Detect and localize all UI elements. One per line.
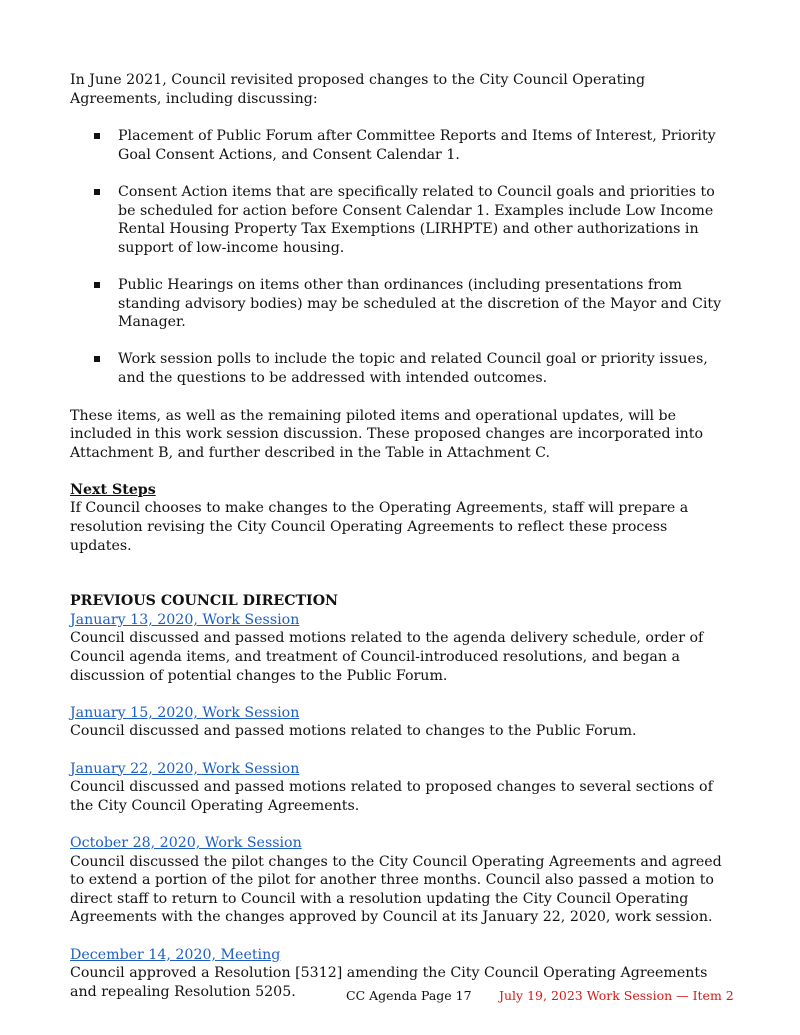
bullet-item xyxy=(70,350,732,387)
footer-session-label: July 19, 2023 Work Session — Item 2 xyxy=(499,988,734,1003)
entry-text: Council discussed and passed motions related to proposed changes to several sections of the City Council Operating Agreements. xyxy=(70,779,713,814)
next-steps-heading: Next Steps xyxy=(70,481,156,498)
entry-text: Council discussed and passed motions related to changes to the Public Forum. xyxy=(70,723,637,740)
square-bullet-icon xyxy=(94,133,100,139)
session-link[interactable]: January 22, 2020, Work Session xyxy=(70,760,300,777)
bullet-item xyxy=(70,183,732,257)
session-link[interactable]: December 14, 2020, Meeting xyxy=(70,946,281,963)
previous-direction-heading: PREVIOUS COUNCIL DIRECTION xyxy=(70,593,339,610)
direction-entry xyxy=(70,611,732,685)
bullet-text: Placement of Public Forum after Committee Reports and Items of Interest, Priority Goal Consent Actions, and Consent Calendar 1. xyxy=(118,128,716,163)
bullet-text: Work session polls to include the topic and related Council goal or priority issues, and the questions to be addressed with intended outcomes. xyxy=(118,351,708,386)
document-page xyxy=(70,71,732,1001)
bullet-text: Consent Action items that are specifically related to Council goals and priorities to be scheduled for action before Consent Calendar 1. Examples include Low Income Rental Housing Property Tax Exemptions (LIRHPTE) and other authorizations in support of low-income housing. xyxy=(118,183,715,256)
entry-text: Council discussed and passed motions related to the agenda delivery schedule, order of Council agenda items, and treatment of Council-introduced resolutions, and began a discussion of potential changes to the Public Forum. xyxy=(70,630,704,684)
intro-paragraph: In June 2021, Council revisited proposed changes to the City Council Operating Agreements, including discussing: xyxy=(70,72,646,107)
bullet-text: Public Hearings on items other than ordinances (including presentations from standing advisory bodies) may be scheduled at the discretion of the Mayor and City Manager. xyxy=(118,276,722,331)
discussion-bullet-list xyxy=(70,127,732,387)
next-steps-section xyxy=(70,481,732,555)
next-steps-body: If Council chooses to make changes to the Operating Agreements, staff will prepare a resolution revising the City Council Operating Agreements to reflect these process updates. xyxy=(70,500,689,554)
direction-entry xyxy=(70,760,732,816)
square-bullet-icon xyxy=(94,189,100,195)
entry-text: Council discussed the pilot changes to the City Council Operating Agreements and agreed to extend a portion of the pilot for another three months. Council also passed a motion to direct staff to return to Council with a resolution updating the City Council Operating Agreements with the changes approved by Council at its January 22, 2020, work session. xyxy=(70,853,722,926)
direction-entry xyxy=(70,834,732,927)
session-link[interactable]: January 13, 2020, Work Session xyxy=(70,611,300,628)
session-link[interactable]: January 15, 2020, Work Session xyxy=(70,704,300,721)
summary-paragraph: These items, as well as the remaining piloted items and operational updates, will be included in this work session discussion. These proposed changes are incorporated into Attachment B, and further described in the Table in Attachment C. xyxy=(70,407,704,461)
square-bullet-icon xyxy=(94,282,100,288)
bullet-item xyxy=(70,127,732,164)
footer-page-number: CC Agenda Page 17 xyxy=(346,988,472,1003)
previous-direction-section xyxy=(70,592,732,1001)
direction-entry xyxy=(70,704,732,741)
square-bullet-icon xyxy=(94,356,100,362)
entry-text: Council approved a Resolution [5312] amending the City Council Operating Agreements and repealing Resolution 5205. xyxy=(70,965,708,1000)
bullet-item xyxy=(70,276,732,332)
session-link[interactable]: October 28, 2020, Work Session xyxy=(70,834,302,851)
